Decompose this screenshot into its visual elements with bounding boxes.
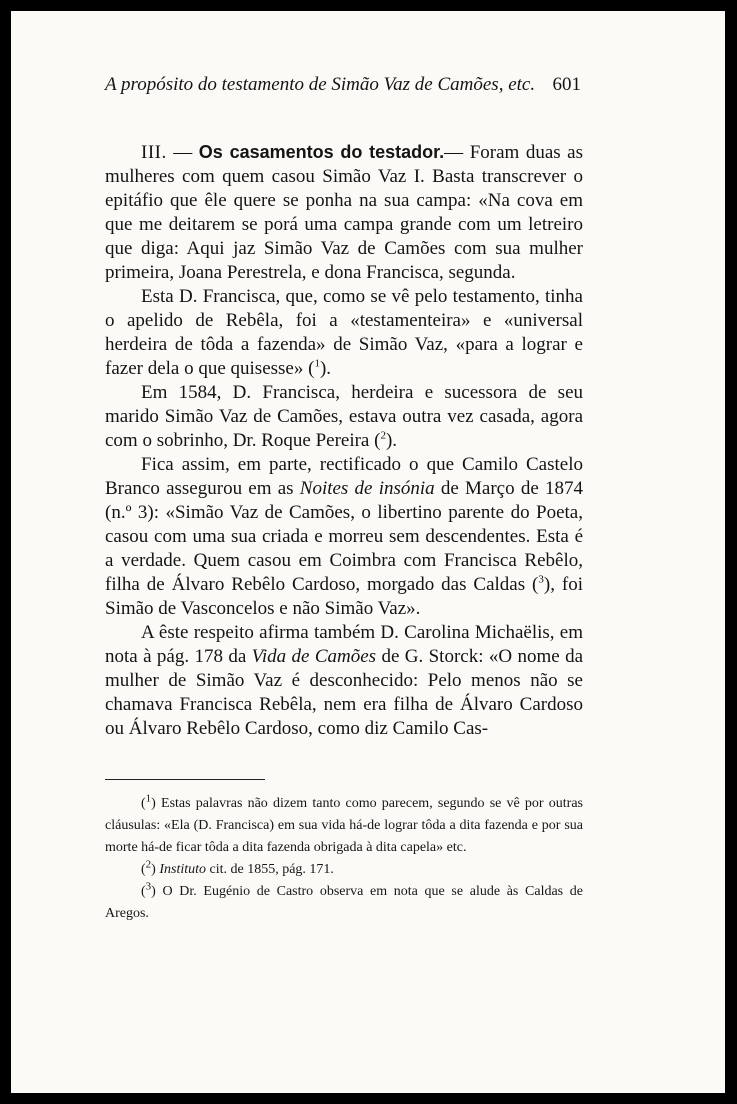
paragraph-5-text-a: A êste respeito afirma também D. Carolina Michaëlis, em nota à pág. 178 da: [105, 622, 583, 667]
footnote-text: O Dr. Eugénio de Castro observa em nota que se alude às Caldas de Aregos.: [105, 884, 583, 921]
paragraph-3-text: Em 1584, D. Francisca, herdeira e sucessora de seu marido Simão Vaz de Camões, estava outra vez casada, agora com o sobrinho, Dr. Roque Pereira (: [105, 382, 583, 451]
footnote-text: Estas palavras não dizem tanto como parecem, segundo se vê por outras cláusulas: «Ela (D. Francisca) em sua vida há-de lograr tôda a dita fazenda e por sua morte há-de ficar tôda a dita fazenda obrigada à dita capela» etc.: [105, 796, 583, 855]
paragraph-3: [105, 381, 583, 453]
book-title-vida: Vida de Camões: [251, 646, 377, 667]
footnote-1: ($^1$) Estas palavras não dizem tanto como parecem, segundo se vê por outras cláusulas: «Ela (D. Francisca) em sua vida há-de lograr tôda a dita fazenda e por sua morte há-de ficar tôda a dita fazenda obrigada à dita capela» etc.: [105, 792, 583, 855]
paragraph-2: [105, 285, 583, 381]
footnote-italic: Instituto: [159, 862, 207, 877]
paragraph-5-text-b: de G. Storck: «O nome da mulher de Simão Vaz é desconhecido: Pelo menos não se chamava Francisca Rebêla, nem era filha de Álvaro Cardoso ou Álvaro Rebêlo Cardoso, como diz Camilo Cas-: [105, 646, 583, 739]
page-number: 601: [552, 74, 581, 95]
footnote-mark: 1: [145, 792, 152, 805]
section-dash: —: [166, 142, 199, 163]
paragraph-1-text: — Foram duas as mulheres com quem casou Simão Vaz I. Basta transcrever o epitáfio que êle quere se ponha na sua campa: «Na cova em que me deitarem se porá uma campa grande com um letreiro que diga: Aqui jaz Simão Vaz de Camões com sua mulher primeira, Joana Perestrela, e dona Francisca, segunda.: [105, 142, 583, 283]
footnote-ref-3: 3: [538, 573, 544, 586]
paragraph-5: [105, 621, 583, 741]
body-text: [105, 140, 583, 741]
footnote-divider: [105, 779, 265, 780]
paragraph-2-text: Esta D. Francisca, que, como se vê pelo testamento, tinha o apelido de Rebêla, foi a «testamenteira» e «universal herdeira de tôda a fazenda» de Simão Vaz, «para a lograr e fazer dela o que quisesse» (: [105, 286, 583, 379]
footnote-text: cit. de 1855, pág. 171.: [206, 862, 334, 877]
footnote-mark: 3: [145, 880, 152, 893]
running-header: [105, 74, 581, 96]
footnote-mark: 2: [145, 858, 152, 871]
footnotes: [105, 793, 583, 925]
paragraph-1: [105, 140, 583, 285]
book-title-noites: Noites de insónia: [299, 478, 435, 499]
paragraph-4-text-a: Fica assim, em parte, rectificado o que Camilo Castelo Branco assegurou em as: [105, 454, 583, 499]
paragraph-2-end: ).: [319, 358, 332, 379]
paragraph-4: [105, 453, 583, 621]
paragraph-4-text-c: ), foi Simão de Vasconcelos e não Simão Vaz».: [105, 574, 584, 619]
footnote-ref-1: 1: [314, 357, 320, 370]
footnote-ref-2: 2: [380, 429, 386, 442]
footnote-3: ($^3$) O Dr. Eugénio de Castro observa em nota que se alude às Caldas de Aregos.: [105, 880, 583, 921]
section-heading: Os casamentos do testador.: [198, 142, 445, 162]
section-number: III.: [141, 142, 167, 163]
footnote-2: ($^2$) Instituto cit. de 1855, pág. 171.: [141, 858, 334, 877]
paragraph-3-end: ).: [385, 430, 398, 451]
paragraph-4-text-b: de Março de 1874 (n.º 3): «Simão Vaz de Camões, o libertino parente do Poeta, casou com uma sua criada e morreu sem descendentes. Esta é a verdade. Quem casou em Coimbra com Francisca Rebêlo, filha de Álvaro Rebêlo Cardoso, morgado das Caldas (: [105, 478, 583, 595]
header-title: A propósito do testamento de Simão Vaz de Camões, etc.: [105, 74, 536, 95]
